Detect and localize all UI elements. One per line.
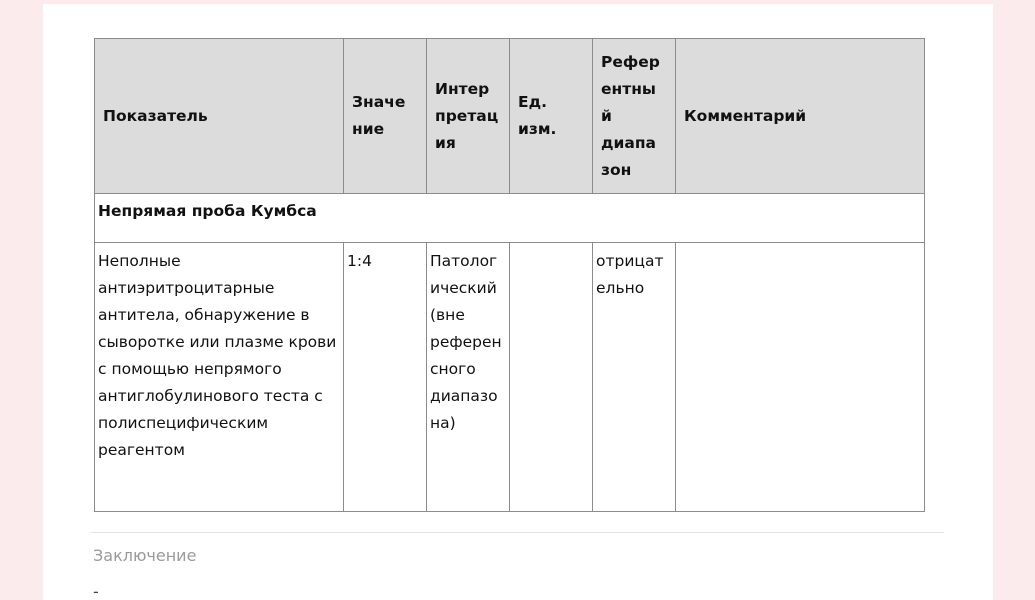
cell-reference-range: отрицат ельно — [593, 243, 676, 512]
header-comment: Комментарий — [676, 39, 925, 194]
header-reference-range: Рефер ентны й диапа зон — [593, 39, 676, 194]
cell-comment — [676, 243, 925, 512]
cell-value: 1:4 — [344, 243, 427, 512]
header-value: Значе ние — [344, 39, 427, 194]
table-row — [95, 243, 925, 512]
header-interpretation: Интер претац ия — [427, 39, 510, 194]
divider — [91, 532, 944, 533]
results-table — [94, 38, 925, 512]
cell-interpretation: Патолог ический (вне референ сного диапазо на) — [427, 243, 510, 512]
header-indicator: Показатель — [95, 39, 344, 194]
cell-indicator: Неполные антиэритроцитарные антитела, обнаружение в сыворотке или плазме крови с помощью непрямого антиглобулинового теста с полиспецифическим реагентом — [95, 243, 344, 512]
report-sheet — [43, 4, 993, 600]
section-title: Непрямая проба Кумбса — [95, 194, 925, 243]
section-row — [95, 194, 925, 243]
header-unit: Ед. изм. — [510, 39, 593, 194]
conclusion-value: - — [93, 582, 99, 600]
cell-unit — [510, 243, 593, 512]
conclusion-label: Заключение — [93, 546, 197, 565]
table-header-row — [95, 39, 925, 194]
